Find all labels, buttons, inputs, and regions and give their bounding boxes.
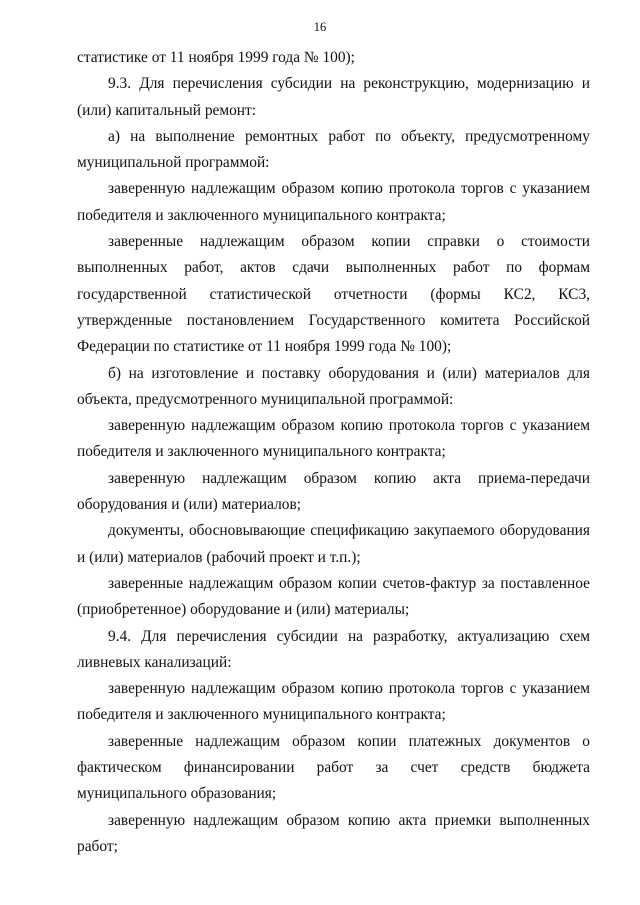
- paragraph-item: заверенную надлежащим образом копию акта приемки выполненных работ;: [77, 811, 590, 855]
- paragraph-item: заверенные надлежащим образом копии платежных документов о фактическом финансировании работ за счет средств бюджета муниципального образования;: [77, 732, 590, 803]
- paragraph-continuation: статистике от 11 ноября 1999 года № 100);: [77, 49, 355, 66]
- paragraph-item: заверенную надлежащим образом копию протокола торгов с указанием победителя и заключенного муниципального контракта;: [77, 417, 590, 461]
- paragraph-item: заверенную надлежащим образом копию протокола торгов с указанием победителя и заключенного муниципального контракта;: [77, 680, 590, 724]
- paragraph-item: заверенную надлежащим образом копию протокола торгов с указанием победителя и заключенного муниципального контракта;: [77, 180, 590, 224]
- paragraph-section-9-4: 9.4. Для перечисления субсидии на разработку, актуализацию схем ливневых канализаций:: [77, 627, 590, 671]
- paragraph-item: заверенную надлежащим образом копию акта приема-передачи оборудования и (или) материалов;: [77, 469, 590, 514]
- document-body: [77, 45, 590, 860]
- paragraph-subitem-a: а) на выполнение ремонтных работ по объекту, предусмотренному муниципальной программой:: [77, 127, 590, 172]
- paragraph-item: документы, обосновывающие спецификацию закупаемого оборудования и (или) материалов (рабочий проект и т.п.);: [77, 522, 590, 566]
- page-number: 16: [313, 20, 327, 34]
- paragraph-subitem-b: б) на изготовление и поставку оборудования и (или) материалов для объекта, предусмотренного муниципальной программой:: [77, 364, 590, 408]
- paragraph-item: заверенные надлежащим образом копии счетов-фактур за поставленное (приобретенное) оборудование и (или) материалы;: [77, 574, 590, 619]
- paragraph-item: заверенные надлежащим образом копии справки о стоимости выполненных работ, актов сдачи выполненных работ по формам государственной статистической отчетности (формы КС2, КС3, утвержденные постановлением Государственного комитета Российской Федерации по статистике от 11 ноября 1999 года № 100);: [77, 233, 590, 356]
- paragraph-section-9-3: 9.3. Для перечисления субсидии на реконструкцию, модернизацию и (или) капитальный ремонт:: [77, 75, 590, 119]
